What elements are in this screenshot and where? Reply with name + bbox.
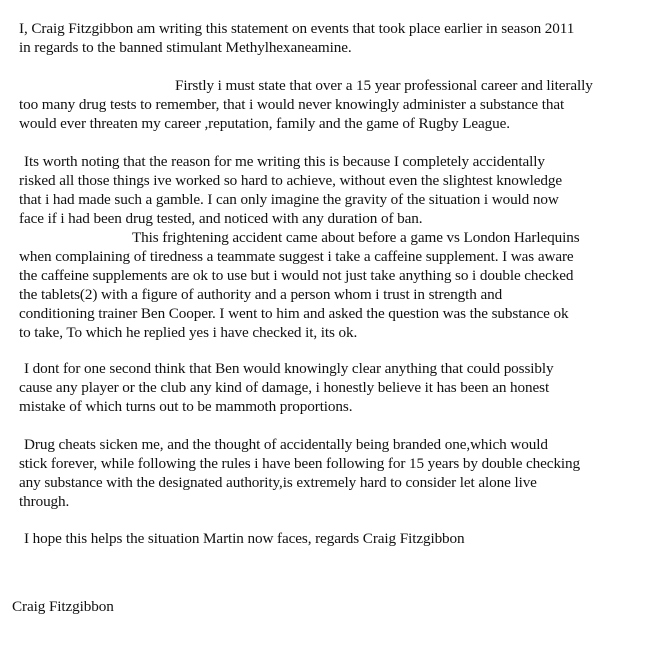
text-line: conditioning trainer Ben Cooper. I went to him and asked the question was the substance ok xyxy=(19,305,569,322)
text-line: I hope this helps the situation Martin now faces, regards Craig Fitzgibbon xyxy=(24,530,465,547)
text-line: too many drug tests to remember, that i would never knowingly administer a substance that xyxy=(19,96,565,113)
text-line: in regards to the banned stimulant Methylhexaneamine. xyxy=(19,39,352,56)
text-line: through. xyxy=(19,493,70,510)
text-line: face if i had been drug tested, and noticed with any duration of ban. xyxy=(19,210,423,227)
text-line: when complaining of tiredness a teammate suggest i take a caffeine supplement. I was aware xyxy=(19,248,574,265)
text-line: Drug cheats sicken me, and the thought of accidentally being branded one,which would xyxy=(24,436,548,453)
text-line: that i had made such a gamble. I can only imagine the gravity of the situation i would now xyxy=(19,191,559,208)
text-line: cause any player or the club any kind of damage, i honestly believe it has been an honest xyxy=(19,379,550,396)
text-line: risked all those things ive worked so hard to achieve, without even the slightest knowledge xyxy=(19,172,563,189)
text-line: any substance with the designated authority,is extremely hard to consider let alone live xyxy=(19,474,537,491)
text-line: I, Craig Fitzgibbon am writing this statement on events that took place earlier in season 2011 xyxy=(19,20,575,37)
text-line: I dont for one second think that Ben would knowingly clear anything that could possibly xyxy=(24,360,554,377)
text-line: Its worth noting that the reason for me writing this is because I completely accidentally xyxy=(24,153,545,170)
text-line: stick forever, while following the rules i have been following for 15 years by double checking xyxy=(19,455,581,472)
text-line: to take, To which he replied yes i have checked it, its ok. xyxy=(19,324,358,341)
text-line: the tablets(2) with a figure of authority and a person whom i trust in strength and xyxy=(19,286,503,303)
text-line: This frightening accident came about before a game vs London Harlequins xyxy=(132,229,580,246)
text-line: mistake of which turns out to be mammoth proportions. xyxy=(19,398,353,415)
text-line: would ever threaten my career ,reputation, family and the game of Rugby League. xyxy=(19,115,510,132)
text-line: the caffeine supplements are ok to use but i would not just take anything so i double checked xyxy=(19,267,574,284)
signature-name: Craig Fitzgibbon xyxy=(12,598,114,615)
text-line: Firstly i must state that over a 15 year professional career and literally xyxy=(175,77,593,94)
